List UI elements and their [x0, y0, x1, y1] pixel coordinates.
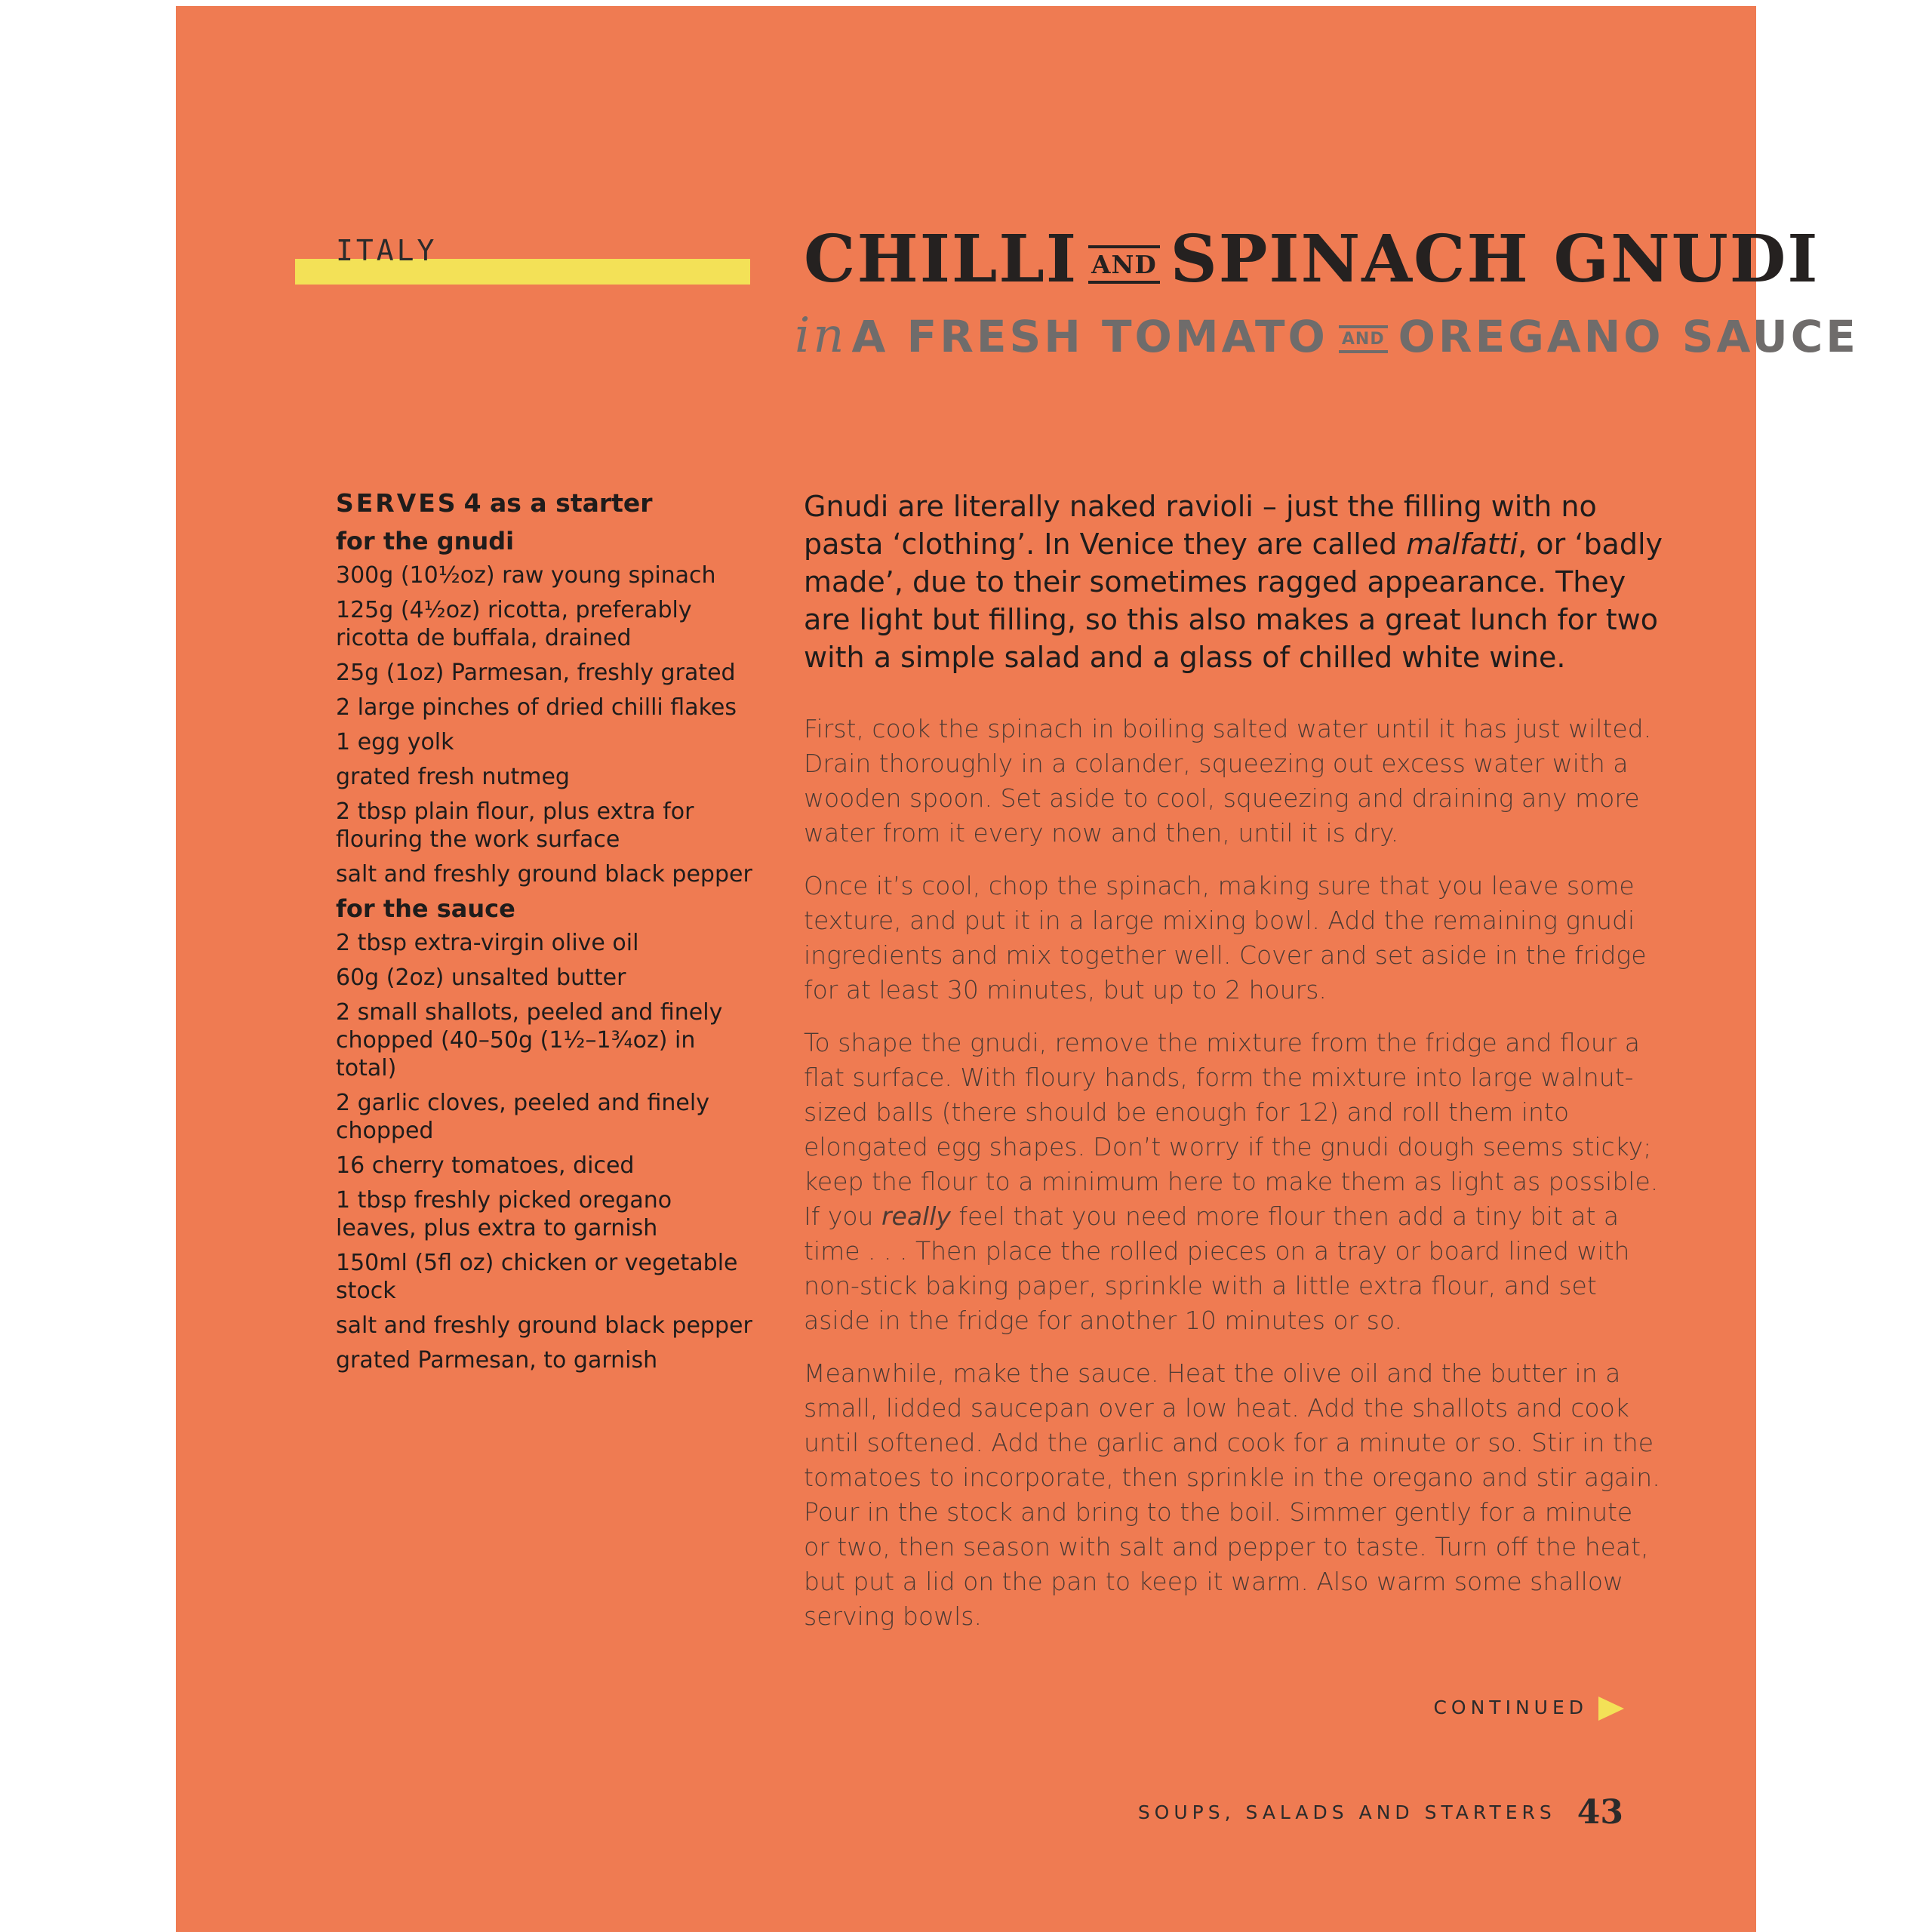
method-step-3-text-2: feel that you need more flour then add a tiny bit at a time . . . Then place the rolled pieces on a tray or board lined with non-stick baking paper, sprinkle with a little extra flour, and set aside in the fridge for another 10 minutes or so. — [804, 1201, 1630, 1335]
method-step-4: Meanwhile, make the sauce. Heat the olive oil and the butter in a small, lidded saucepan over a low heat. Add the shallots and cook until softened. Add the garlic and cook for a minute or so. Stir in the tomatoes to incorporate, then sprinkle in the oregano and stir again. Pour in the stock and bring to the boil. Simmer gently for a minute or two, then season with salt and pepper to taste. Turn off the heat, but put a lid on the pan to keep it warm. Also warm some shallow serving bowls. — [804, 1358, 1660, 1631]
intro-paragraph — [804, 488, 1664, 676]
sauce-heading: for the sauce — [336, 894, 515, 923]
arrow-right-icon — [1598, 1697, 1624, 1721]
subtitle-in: in — [795, 308, 848, 364]
continued-marker — [1433, 1697, 1624, 1721]
serves-line — [336, 489, 758, 517]
ingredient-item: 300g (10½oz) raw young spinach — [336, 562, 716, 589]
ingredient-item: 1 egg yolk — [336, 729, 454, 755]
serves-label: SERVES — [336, 488, 458, 518]
recipe-subtitle — [795, 308, 1859, 364]
page-number: 43 — [1577, 1793, 1623, 1832]
ingredient-item: 16 cherry tomatoes, diced — [336, 1152, 635, 1179]
method-step-3-italic: really — [881, 1201, 951, 1231]
ingredient-item: 150ml (5fl oz) chicken or vegetable stock — [336, 1250, 738, 1304]
method-step-3 — [804, 1026, 1664, 1338]
ingredient-item: 2 tbsp plain flour, plus extra for flouring the work surface — [336, 798, 694, 853]
ingredient-item: salt and freshly ground black pepper — [336, 861, 752, 888]
subtitle-part-1: A FRESH TOMATO — [851, 311, 1328, 362]
title-part-1: CHILLI — [804, 221, 1078, 297]
sauce-ingredient-list — [336, 929, 758, 1374]
ingredient-item: grated fresh nutmeg — [336, 764, 570, 790]
ingredient-item: 2 small shallots, peeled and finely chopped (40–50g (1½–1¾oz) in total) — [336, 999, 723, 1081]
subtitle-part-2: OREGANO SAUCE — [1398, 311, 1859, 362]
recipe-page — [176, 6, 1859, 1932]
title-and: AND — [1088, 245, 1160, 284]
ingredient-item: grated Parmesan, to garnish — [336, 1347, 658, 1374]
ingredient-item: 2 large pinches of dried chilli flakes — [336, 694, 737, 721]
recipe-title — [804, 221, 1820, 297]
continued-label: CONTINUED — [1433, 1697, 1588, 1718]
method-step-1: First, cook the spinach in boiling salted water until it has just wilted. Drain thoroughly in a colander, squeezing out excess water with a wooden spoon. Set aside to cool, squeezing and draining any more water from it every now and then, until it is dry. — [804, 714, 1652, 848]
ingredient-item: 60g (2oz) unsalted butter — [336, 964, 626, 991]
intro-text-1: Gnudi are literally naked ravioli – just the filling with no pasta ‘clothing’. In Venice they are called — [804, 490, 1597, 561]
ingredient-item: 1 tbsp freshly picked oregano leaves, plus extra to garnish — [336, 1187, 672, 1241]
serves-value: 4 as a starter — [463, 488, 653, 518]
method-column — [804, 712, 1664, 1652]
method-step-2: Once it’s cool, chop the spinach, making sure that you leave some texture, and put it in a large mixing bowl. Add the remaining gnudi ingredients and mix together well. Cover and set aside in the fridge for at least 30 minutes, but up to 2 hours. — [804, 871, 1647, 1004]
method-step-3-text-1: To shape the gnudi, remove the mixture from the fridge and flour a flat surface. With floury hands, form the mixture into large walnut-sized balls (there should be enough for 12) and roll them into elongated egg shapes. Don’t worry if the gnudi dough seems sticky; keep the flour to a minimum here to make them as light as possible. If you — [804, 1028, 1659, 1231]
gnudi-ingredient-list — [336, 561, 758, 888]
ingredient-item: 25g (1oz) Parmesan, freshly grated — [336, 660, 736, 686]
page-footer — [1138, 1793, 1623, 1832]
gnudi-heading: for the gnudi — [336, 527, 515, 555]
ingredients-column — [336, 489, 758, 1381]
ingredient-item: 2 garlic cloves, peeled and finely chopped — [336, 1090, 709, 1144]
intro-italic: malfatti — [1406, 528, 1518, 561]
intro-text-2: , or ‘badly made’, due to their sometimes ragged appearance. They are light but filling, so this also makes a great lunch for two with a simple salad and a glass of chilled white wine. — [804, 528, 1663, 674]
country-label: ITALY — [336, 234, 438, 267]
ingredient-item: 125g (4½oz) ricotta, preferably ricotta de buffala, drained — [336, 597, 692, 651]
ingredient-item: 2 tbsp extra-virgin olive oil — [336, 930, 639, 956]
ingredient-item: salt and freshly ground black pepper — [336, 1312, 752, 1339]
subtitle-and: AND — [1339, 325, 1388, 353]
section-name: SOUPS, SALADS AND STARTERS — [1137, 1801, 1556, 1823]
title-part-2: SPINACH GNUDI — [1170, 221, 1820, 297]
